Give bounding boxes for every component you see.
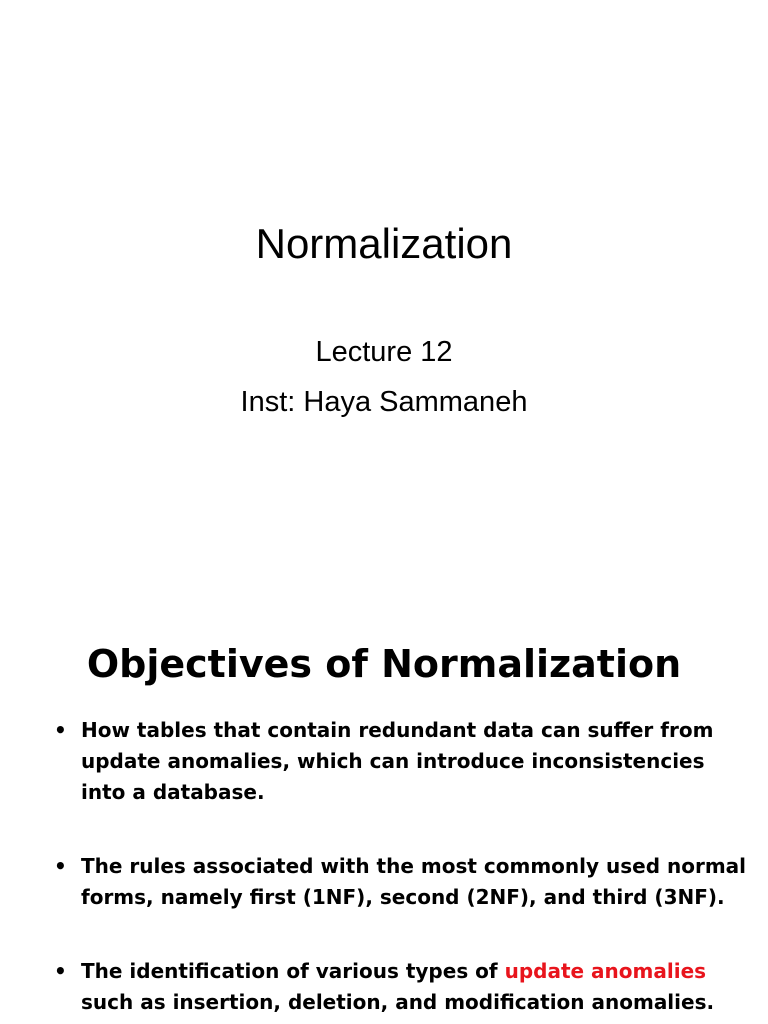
objectives-slide (0, 576, 768, 1024)
objectives-title: Objectives of Normalization (86, 642, 682, 686)
list-item: • The rules associated with the most commonly used normal forms, namely first (1NF), second (2NF), and third (3NF). (52, 851, 752, 913)
objectives-list (52, 715, 752, 1024)
highlighted-term: update anomalies (504, 959, 707, 983)
list-item: • How tables that contain redundant data can suffer from update anomalies, which can introduce inconsistencies into a database. (52, 715, 752, 808)
list-item (52, 956, 752, 1018)
instructor-name: Inst: Haya Sammaneh (240, 386, 528, 418)
slide-title: Normalization (255, 220, 513, 267)
bullet-text: The identification of various types of (81, 959, 505, 983)
lecture-number: Lecture 12 (315, 336, 453, 368)
bullet-text: such as insertion, deletion, and modification anomalies. (81, 990, 715, 1014)
